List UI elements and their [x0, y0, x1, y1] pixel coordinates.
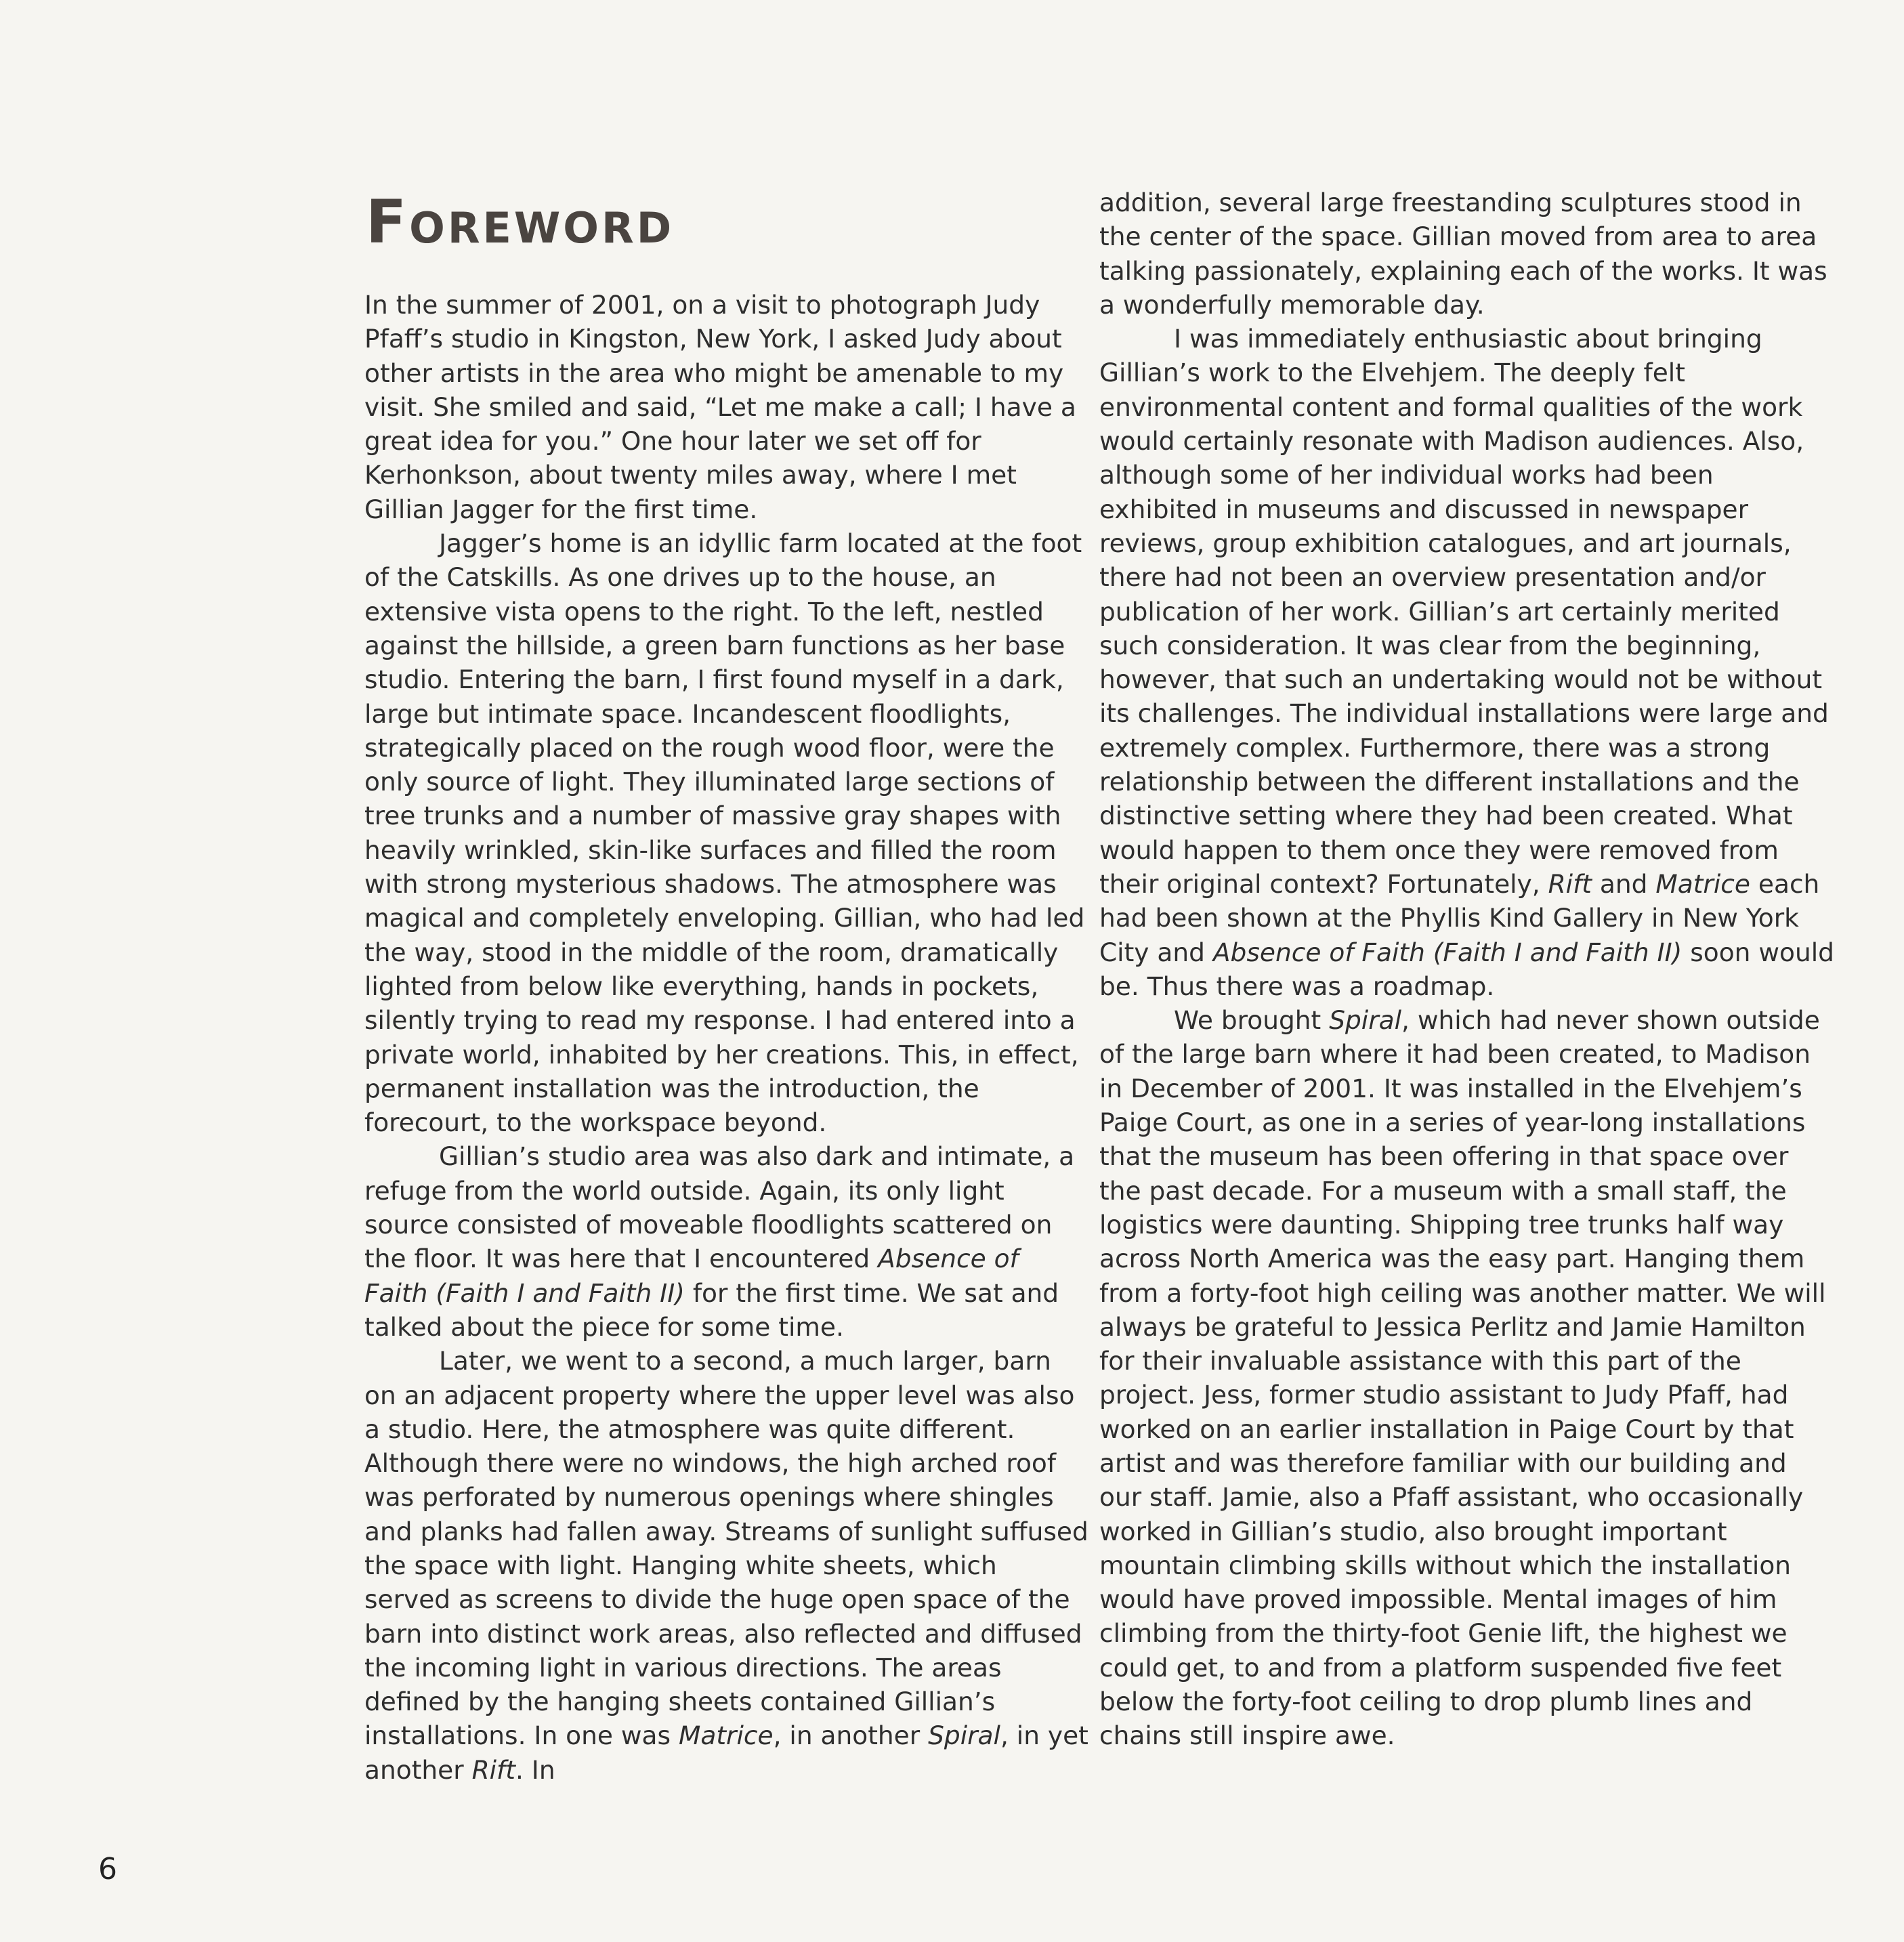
paragraph-3-text-b: for the first time. We sat and talked about the piece for some time.	[364, 1278, 1059, 1342]
artwork-title-matrice: Matrice	[679, 1721, 774, 1751]
paragraph-4-text-d: . In	[515, 1754, 555, 1785]
paragraph-5-text-a: I was immediately enthusiastic about bringing Gillian’s work to the Elvehjem. The deeply felt environmental content and formal qualities of the work would certainly resonate with Madison audiences. Also, although some of her individual works had been exhibited in museums and discussed in newspaper reviews, group exhibition catalogues, and art journals, there had not been an overview presentation and/or publication of her work. Gillian’s art certainly merited such consideration. It was clear from the beginning, however, that such an undertaking would not be without its challenges. The individual installations were large and extremely complex. Furthermore, there was a strong relationship between the different installations and the distinctive setting where they had been created. What would happen to them once they were removed from their original context? Fortunately,	[1099, 324, 1829, 899]
paragraph-3	[364, 1139, 1089, 1344]
paragraph-4-continued: addition, several large freestanding sculptures stood in the center of the space. Gillian moved from area to area talking passionately, explaining each of the works. It was a wonderfully memorable day.	[1099, 188, 1827, 320]
artwork-title-absence-of-faith: Absence of Faith (Faith I and Faith II)	[364, 1244, 1019, 1308]
artwork-title-spiral: Spiral	[928, 1721, 1000, 1751]
paragraph-5-text-c: each had been shown at the Phyllis Kind Gallery in New York City and	[1099, 868, 1820, 967]
left-column	[364, 288, 1089, 1787]
paragraph-4	[364, 1344, 1089, 1787]
artwork-title-rift: Rift	[471, 1754, 515, 1785]
paragraph-6-text-b: , which had never shown outside of the large barn where it had been created, to Madison in December of 2001. It was installed in the Elvehjem’s Paige Court, as one in a series of year-long installations that the museum has been offering in that space over the past decade. For a museum with a small staff, the logistics were daunting. Shipping tree trunks half way across North America was the easy part. Hanging them from a forty-foot high ceiling was another matter. We will always be grateful to Jessica Perlitz and Jamie Hamilton for their invaluable assistance with this part of the project. Jess, former studio assistant to Judy Pfaff, had worked on an earlier installation in Paige Court by that artist and was therefore familiar with our building and our staff. Jamie, also a Pfaff assistant, who occasionally worked in Gillian’s studio, also brought important mountain climbing skills without which the installation would have proved impossible. Mental images of him climbing from the thirty-foot Genie lift, the highest we could get, to and from a platform suspended five feet below the forty-foot ceiling to drop plumb lines and chains still inspire awe.	[1099, 1005, 1826, 1751]
paragraph-2: Jagger’s home is an idyllic farm located at the foot of the Catskills. As one drives up to the house, an extensive vista opens to the right. To the left, nestled against the hillside, a green barn functions as her base studio. Entering the barn, I first found myself in a dark, large but intimate space. Incandescent floodlights, strategically placed on the rough wood floor, were the only source of light. They illuminated large sections of tree trunks and a number of massive gray shapes with heavily wrinkled, skin-like surfaces and filled the room with strong mysterious shadows. The atmosphere was magical and completely enveloping. Gillian, who had led the way, stood in the middle of the room, dramatically lighted from below like everything, hands in pockets, silently trying to read my response. I had entered into a private world, inhabited by her creations. This, in effect, permanent installation was the introduction, the forecourt, to the workspace beyond.	[364, 528, 1085, 1138]
paragraph-1: In the summer of 2001, on a visit to photograph Judy Pfaff’s studio in Kingston, New York, I asked Judy about other artists in the area who might be amenable to my visit. She smiled and said, “Let me make a call; I have a great idea for you.” One hour later we set off for Kerhonkson, about twenty miles away, where I met Gillian Jagger for the first time.	[364, 290, 1076, 524]
page-number: 6	[98, 1852, 117, 1886]
paragraph-4-text-a: Later, we went to a second, a much larger, barn on an adjacent property where the upper level was also a studio. Here, the atmosphere was quite different. Although there were no windows, the high arched roof was perforated by numerous openings where shingles and planks had fallen away. Streams of sunlight suffused the space with light. Hanging white sheets, which served as screens to divide the huge open space of the barn into distinct work areas, also reflected and diffused the incoming light in various directions. The areas defined by the hanging sheets contained Gillian’s installations. In one was	[364, 1346, 1088, 1751]
paragraph-4-text-c: , in yet another	[364, 1721, 1088, 1785]
paragraph-6	[1099, 1003, 1834, 1753]
paragraph-6-text-a: We brought	[1174, 1005, 1330, 1036]
paragraph-5-text-b: and	[1591, 868, 1656, 899]
artwork-title-spiral: Spiral	[1329, 1005, 1402, 1036]
artwork-title-matrice: Matrice	[1655, 868, 1750, 899]
artwork-title-rift: Rift	[1548, 868, 1592, 899]
paragraph-5-text-d: soon would be. Thus there was a roadmap.	[1099, 937, 1834, 1001]
right-column	[1099, 186, 1834, 1753]
paragraph-3-text-a: Gillian’s studio area was also dark and intimate, a refuge from the world outside. Again, its only light source consisted of moveable floodlights scattered on the floor. It was here that I encountered	[364, 1141, 1075, 1274]
paragraph-4-text-b: , in another	[773, 1721, 929, 1751]
artwork-title-absence-of-faith: Absence of Faith (Faith I and Faith II)	[1212, 937, 1683, 967]
page-heading: Foreword	[366, 187, 675, 257]
paragraph-5	[1099, 322, 1834, 1003]
